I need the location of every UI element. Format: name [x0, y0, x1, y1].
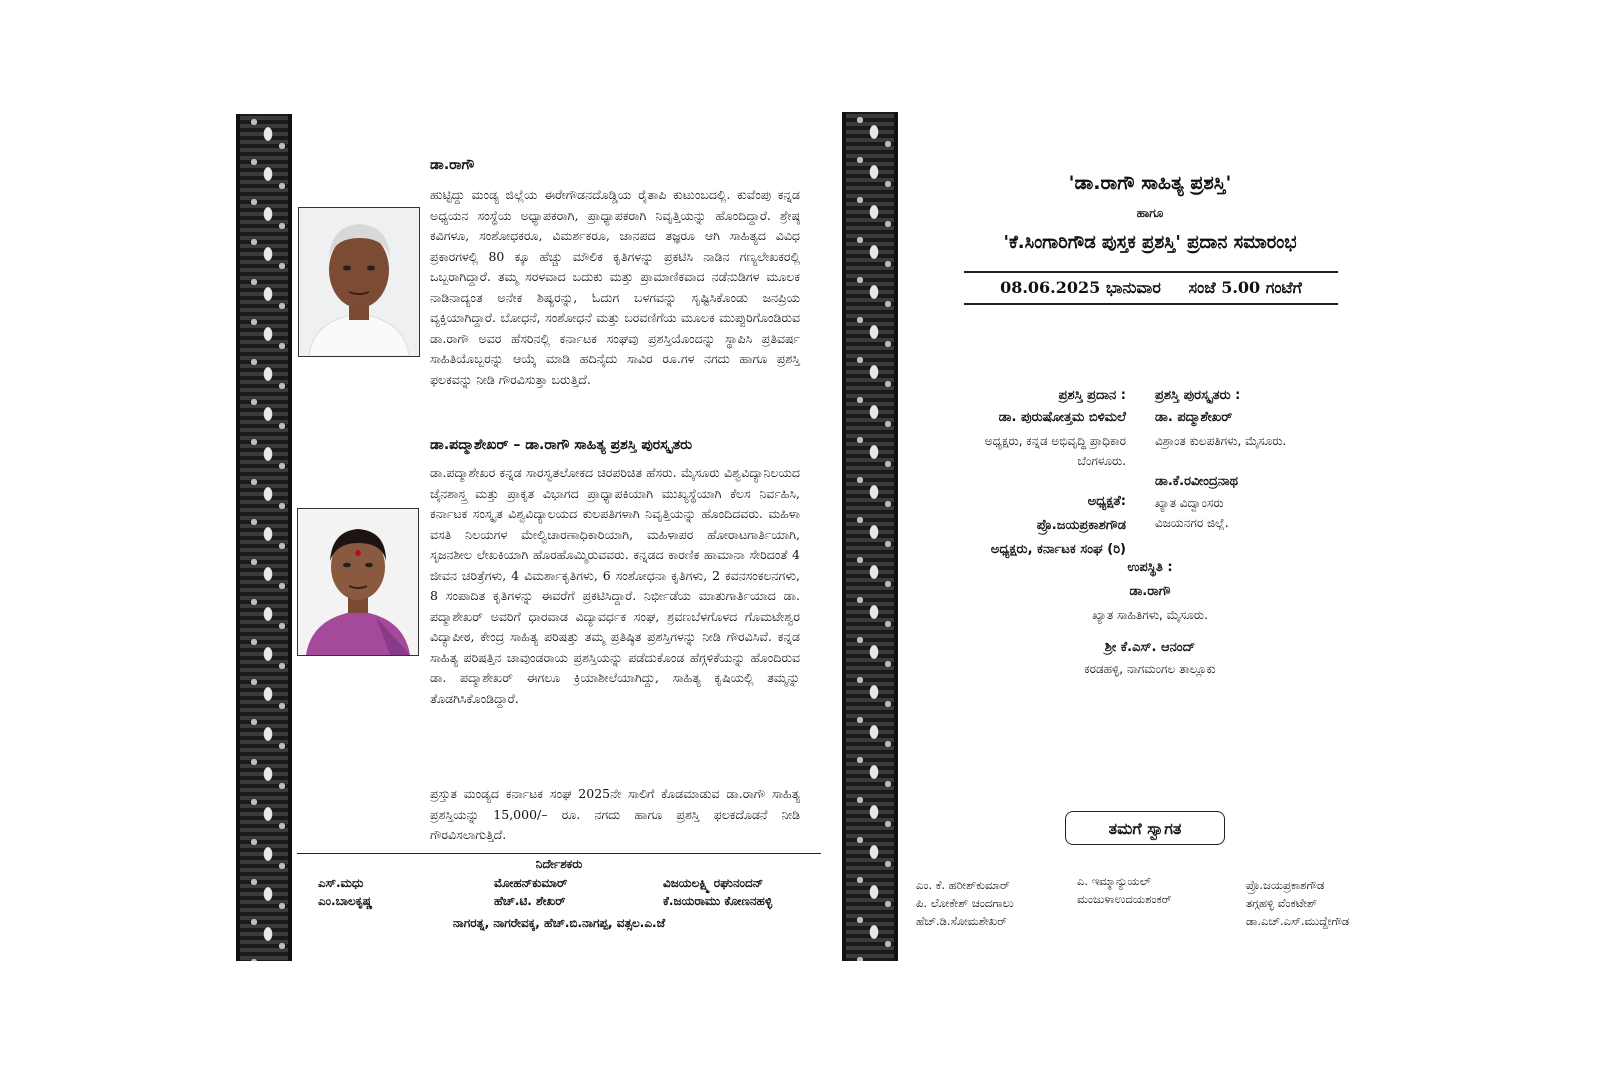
footer-name: ಪ್ರೊ.ಜಯಪ್ರಕಾಶಗೌಡ	[1246, 878, 1325, 892]
director-name: ಹೆಚ್.ಟಿ. ಶೇಖರ್	[494, 894, 566, 908]
presence-label: ಉಪಸ್ಥಿತಿ :	[1127, 560, 1173, 575]
awardee2-name: ಡಾ.ಕೆ.ರವೀಂದ್ರನಾಥ	[1155, 474, 1239, 489]
event-date-time: 08.06.2025 ಭಾನುವಾರ ಸಂಜೆ 5.00 ಗಂಟೆಗೆ	[1000, 278, 1302, 297]
presence1-role: ಖ್ಯಾತ ಸಾಹಿತಿಗಳು, ಮೈಸೂರು.	[1092, 608, 1208, 622]
awardee1-role: ವಿಶ್ರಾಂತ ಕುಲಪತಿಗಳು, ಮೈಸೂರು.	[1155, 434, 1287, 448]
event-title-line1: 'ಡಾ.ರಾಗೌ ಸಾಹಿತ್ಯ ಪ್ರಶಸ್ತಿ'	[1068, 172, 1232, 194]
footer-name: ಡಾ.ಎಚ್.ಎಸ್.ಮುದ್ದೇಗೌಡ	[1246, 914, 1350, 928]
directors-last-row: ನಾಗರತ್ನ, ನಾಗರೇವಕ್ಕ, ಹೆಚ್.ಬಿ.ನಾಗಪ್ಪ, ವತ್ಸಲ.ಎ.ಜೆ	[452, 916, 666, 930]
date-rule-top	[964, 271, 1338, 273]
presence2-name: ಶ್ರೀ ಕೆ.ಎಸ್. ಆನಂದ್	[1104, 640, 1196, 655]
presenter-name: ಡಾ. ಪುರುಷೋತ್ತಮ ಬಿಳಿಮಲೆ	[998, 410, 1126, 425]
awardee2-role1: ಖ್ಯಾತ ವಿದ್ವಾಂಸರು	[1155, 496, 1224, 510]
director-name: ಮೋಹನ್‌ಕುಮಾರ್	[494, 876, 568, 890]
welcome-box: ತಮಗೆ ಸ್ವಾಗತ	[1065, 811, 1225, 845]
awardee1-name: ಡಾ. ಪದ್ಮಾಶೇಖರ್	[1155, 410, 1233, 425]
director-name: ಎಂ.ಬಾಲಕೃಷ್ಣ	[318, 894, 373, 908]
date-rule-bottom	[964, 303, 1338, 305]
raago-photo	[298, 207, 420, 357]
padmashekar-photo	[297, 508, 419, 656]
presenter-label: ಪ್ರಶಸ್ತಿ ಪ್ರದಾನ :	[1058, 388, 1126, 403]
presenter-role: ಅಧ್ಯಕ್ಷರು, ಕನ್ನಡ ಅಭಿವೃದ್ಧಿ ಪ್ರಾಧಿಕಾರ	[984, 434, 1126, 448]
event-title-line2: 'ಕೆ.ಸಿಂಗಾರಿಗೌಡ ಪುಸ್ತಕ ಪ್ರಶಸ್ತಿ' ಪ್ರದಾನ ಸಮಾರಂಭ	[1003, 232, 1297, 253]
event-title-and: ಹಾಗೂ	[1136, 206, 1164, 220]
footer-name: ಹೆಚ್.ಡಿ.ಸೋಮಶೇಖರ್	[916, 914, 1007, 928]
footer-col3	[1246, 876, 1349, 930]
directors-col3	[663, 874, 772, 910]
padmashekar-heading: ಡಾ.ಪದ್ಮಾಶೇಖರ್ – ಡಾ.ರಾಗೌ ಸಾಹಿತ್ಯ ಪ್ರಶಸ್ತಿ ಪುರಸ್ಕೃತರು	[430, 437, 693, 453]
padmashekar-bio: ಡಾ.ಪದ್ಮಾಶೇಖರ ಕನ್ನಡ ಸಾರಸ್ವತಲೋಕದ ಚಿರಪರಿಚಿತ ಹೆಸರು. ಮೈಸೂರು ವಿಶ್ವವಿದ್ಯಾನಿಲಯದ ಜೈನಶಾಸ್ತ್ರ ಮತ್ತು ಪ್ರಾಕೃತ ವಿಭಾಗದ ಪ್ರಾಧ್ಯಾಪಕಿಯಾಗಿ ಮುಖ್ಯಸ್ಥೆಯಾಗಿ ಕೆಲಸ ನಿರ್ವಹಿಸಿ, ಕರ್ನಾಟಕ ಸಂಸ್ಕೃತ ವಿಶ್ವವಿದ್ಯಾಲಯದ ಕುಲಪತಿಗಳಾಗಿ ನಿವೃತ್ತಿಯನ್ನು ಹೊಂದಿದವರು. ಮಹಿಳಾ ವಸತಿ ನಿಲಯಗಳ ಮೇಲ್ವಿಚಾರಣಾಧಿಕಾರಿಯಾಗಿ, ಮಹಿಳಾಪರ ಹೋರಾಟಗಾರ್ತಿಯಾಗಿ, ಸೃಜನಶೀಲ ಲೇಖಕಿಯಾಗಿ ಹೊರಹೊಮ್ಮಿರುವವರು. ಕನ್ನಡದ ಕಾರಣಿಕ ಹಾಮಾನಾ ಸೇರಿದಂತೆ 4 ಜೀವನ ಚರಿತ್ರೆಗಳು, 4 ವಿಮರ್ಶಾಕೃತಿಗಳು, 6 ಸಂಶೋಧನಾ ಕೃತಿಗಳು, 2 ಕವನಸಂಕಲನಗಳು, 8 ಸಂಪಾದಿತ ಕೃತಿಗಳನ್ನು ಈವರೆಗೆ ಪ್ರಕಟಿಸಿದ್ದಾರೆ. ನಿರ್ಭೀಡೆಯ ಮಾತುಗಾರ್ತಿಯಾದ ಡಾ. ಪದ್ಮಾಶೇಖರ್ ಅವರಿಗೆ ಧಾರವಾಡ ವಿದ್ಯಾವರ್ಧಕ ಸಂಘ, ಶ್ರವಣಬೆಳಗೊಳದ ಗೊಮಟೇಶ್ವರ ವಿದ್ಯಾಪೀಠ, ಕೇಂದ್ರ ಸಾಹಿತ್ಯ ಪರಿಷತ್ತು ತಮ್ಮ ಪ್ರತಿಷ್ಠಿತ ಪ್ರಶಸ್ತಿಗಳನ್ನು ನೀಡಿ ಗೌರವಿಸಿವೆ. ಕನ್ನಡ ಸಾಹಿತ್ಯ ಪರಿಷತ್ತಿನ ಚಾವುಂಡರಾಯ ಪ್ರಶಸ್ತಿಯನ್ನು ಪಡೆದುಕೊಂಡ ಹೆಗ್ಗಳಿಕೆಯನ್ನು ಹೊಂದಿರುವ ಡಾ. ಪದ್ಮಾಶೇಖರ್ ಈಗಲೂ ಕ್ರಿಯಾಶೀಲೆಯಾಗಿದ್ದು, ಸಾಹಿತ್ಯ ಕೃಷಿಯಲ್ಲಿ ತಮ್ಮನ್ನು ತೊಡಗಿಸಿಕೊಂಡಿದ್ದಾರೆ.	[430, 465, 800, 706]
award-note: ಪ್ರಸ್ತುತ ಮಂಡ್ಯದ ಕರ್ನಾಟಕ ಸಂಘ 2025ನೇ ಸಾಲಿಗೆ ಕೊಡಮಾಡುವ ಡಾ.ರಾಗೌ ಸಾಹಿತ್ಯ ಪ್ರಶಸ್ತಿಯನ್ನು 15,000/– ರೂ. ನಗದು ಹಾಗೂ ಪ್ರಶಸ್ತಿ ಫಲಕದೊಡನೆ ನೀಡಿ ಗೌರವಿಸಲಾಗುತ್ತಿದೆ.	[430, 786, 800, 842]
president-role: ಅಧ್ಯಕ್ಷರು, ಕರ್ನಾಟಕ ಸಂಘ (ರಿ)	[990, 542, 1126, 557]
directors-col1	[318, 874, 372, 910]
footer-col2	[1077, 872, 1172, 908]
footer-col1	[916, 876, 1014, 930]
directors-divider	[297, 853, 821, 854]
awardees-label: ಪ್ರಶಸ್ತಿ ಪುರಸ್ಕೃತರು :	[1155, 388, 1241, 403]
decorative-border-center	[842, 112, 898, 961]
decorative-border-left	[236, 114, 292, 961]
footer-name: ಎ. ಇಮ್ಮಾನ್ಯುಯಲ್	[1077, 874, 1151, 888]
directors-title: ನಿರ್ದೇಶಕರು	[535, 857, 583, 871]
president-label: ಅಧ್ಯಕ್ಷತೆ:	[1087, 494, 1126, 509]
director-name: ವಿಜಯಲಕ್ಷ್ಮಿ ರಘುನಂದನ್	[663, 876, 764, 890]
raago-bio: ಹುಟ್ಟಿದ್ದು ಮಂಡ್ಯ ಜಿಲ್ಲೆಯ ಈರೇಗೌಡನದೊಡ್ಡಿಯ ರೈತಾಪಿ ಕುಟುಂಬದಲ್ಲಿ. ಕುವೆಂಪು ಕನ್ನಡ ಅಧ್ಯಯನ ಸಂಸ್ಥೆಯ ಅಧ್ಯಾಪಕರಾಗಿ, ಪ್ರಾಧ್ಯಾಪಕರಾಗಿ ನಿವೃತ್ತಿಯನ್ನು ಹೊಂದಿದ್ದಾರೆ. ಶ್ರೇಷ್ಠ ಕವಿಗಳೂ, ಸಂಶೋಧಕರೂ, ವಿಮರ್ಶಕರೂ, ಜಾನಪದ ತಜ್ಞರೂ ಆಗಿ ಸಾಹಿತ್ಯದ ವಿವಿಧ ಪ್ರಕಾರಗಳಲ್ಲಿ 80 ಕ್ಕೂ ಹೆಚ್ಚು ಮೌಲಿಕ ಕೃತಿಗಳನ್ನು ಪ್ರಕಟಿಸಿ ನಾಡಿನ ಗಣ್ಯಲೇಖಕರಲ್ಲಿ ಒಬ್ಬರಾಗಿದ್ದಾರೆ. ತಮ್ಮ ಸರಳವಾದ ಬದುಕು ಮತ್ತು ಪ್ರಾಮಾಣಿಕವಾದ ನಡೆನುಡಿಗಳ ಮೂಲಕ ನಾಡಿನಾದ್ಯಂತ ಅನೇಕ ಶಿಷ್ಯರನ್ನು, ಓದುಗ ಬಳಗವನ್ನು ಸೃಷ್ಟಿಸಿಕೊಂಡು ಜನಪ್ರಿಯ ವ್ಯಕ್ತಿಯಾಗಿದ್ದಾರೆ. ಬೋಧನೆ, ಸಂಶೋಧನೆ ಮತ್ತು ಬರವಣಿಗೆಯ ಮೂಲಕ ಮುಪ್ಪುರಿಗೊಂಡಿರುವ ಡಾ.ರಾಗೌ ಅವರ ಹೆಸರಿನಲ್ಲಿ ಕರ್ನಾಟಕ ಸಂಘವು ಪ್ರಶಸ್ತಿಯೊಂದನ್ನು ಸ್ಥಾಪಿಸಿ ಪ್ರತಿವರ್ಷ ಸಾಹಿತಿಯೊಬ್ಬರನ್ನು ಆಯ್ಕೆ ಮಾಡಿ ಹದಿನೈದು ಸಾವಿರ ರೂ.ಗಳ ನಗದು ಹಾಗೂ ಪ್ರಶಸ್ತಿ ಫಲಕವನ್ನು ನೀಡಿ ಗೌರವಿಸುತ್ತಾ ಬರುತ್ತಿದೆ.	[430, 187, 800, 387]
directors-col2	[494, 874, 567, 910]
director-name: ಕೆ.ಜಯರಾಮು ಕೋಣನಹಳ್ಳಿ	[663, 894, 773, 908]
director-name: ಎಸ್.ಮಧು	[318, 876, 364, 890]
president-name: ಪ್ರೊ.ಜಯಪ್ರಕಾಶಗೌಡ	[1036, 518, 1126, 533]
presence2-role: ಕರಡಹಳ್ಳಿ, ನಾಗಮಂಗಲ ತಾಲ್ಲೂಕು	[1084, 662, 1216, 676]
footer-name: ಎಂ. ಕೆ. ಹರೀಶ್‌ಕುಮಾರ್	[916, 878, 1010, 892]
footer-name: ಪಿ. ಲೋಕೇಶ್ ಚಂದಗಾಲು	[916, 896, 1014, 910]
footer-name: ತಗ್ಗಹಳ್ಳಿ ವೆಂಕಟೇಶ್	[1246, 896, 1318, 910]
raago-heading: ಡಾ.ರಾಗೌ	[430, 157, 475, 173]
footer-name: ಮಂಜುಳಾಉದಯಶಂಕರ್	[1077, 892, 1172, 906]
presenter-place: ಬೆಂಗಳೂರು.	[1077, 454, 1126, 468]
awardee2-role2: ವಿಜಯನಗರ ಜಿಲ್ಲೆ.	[1155, 516, 1229, 530]
presence1-name: ಡಾ.ರಾಗೌ	[1129, 584, 1171, 599]
